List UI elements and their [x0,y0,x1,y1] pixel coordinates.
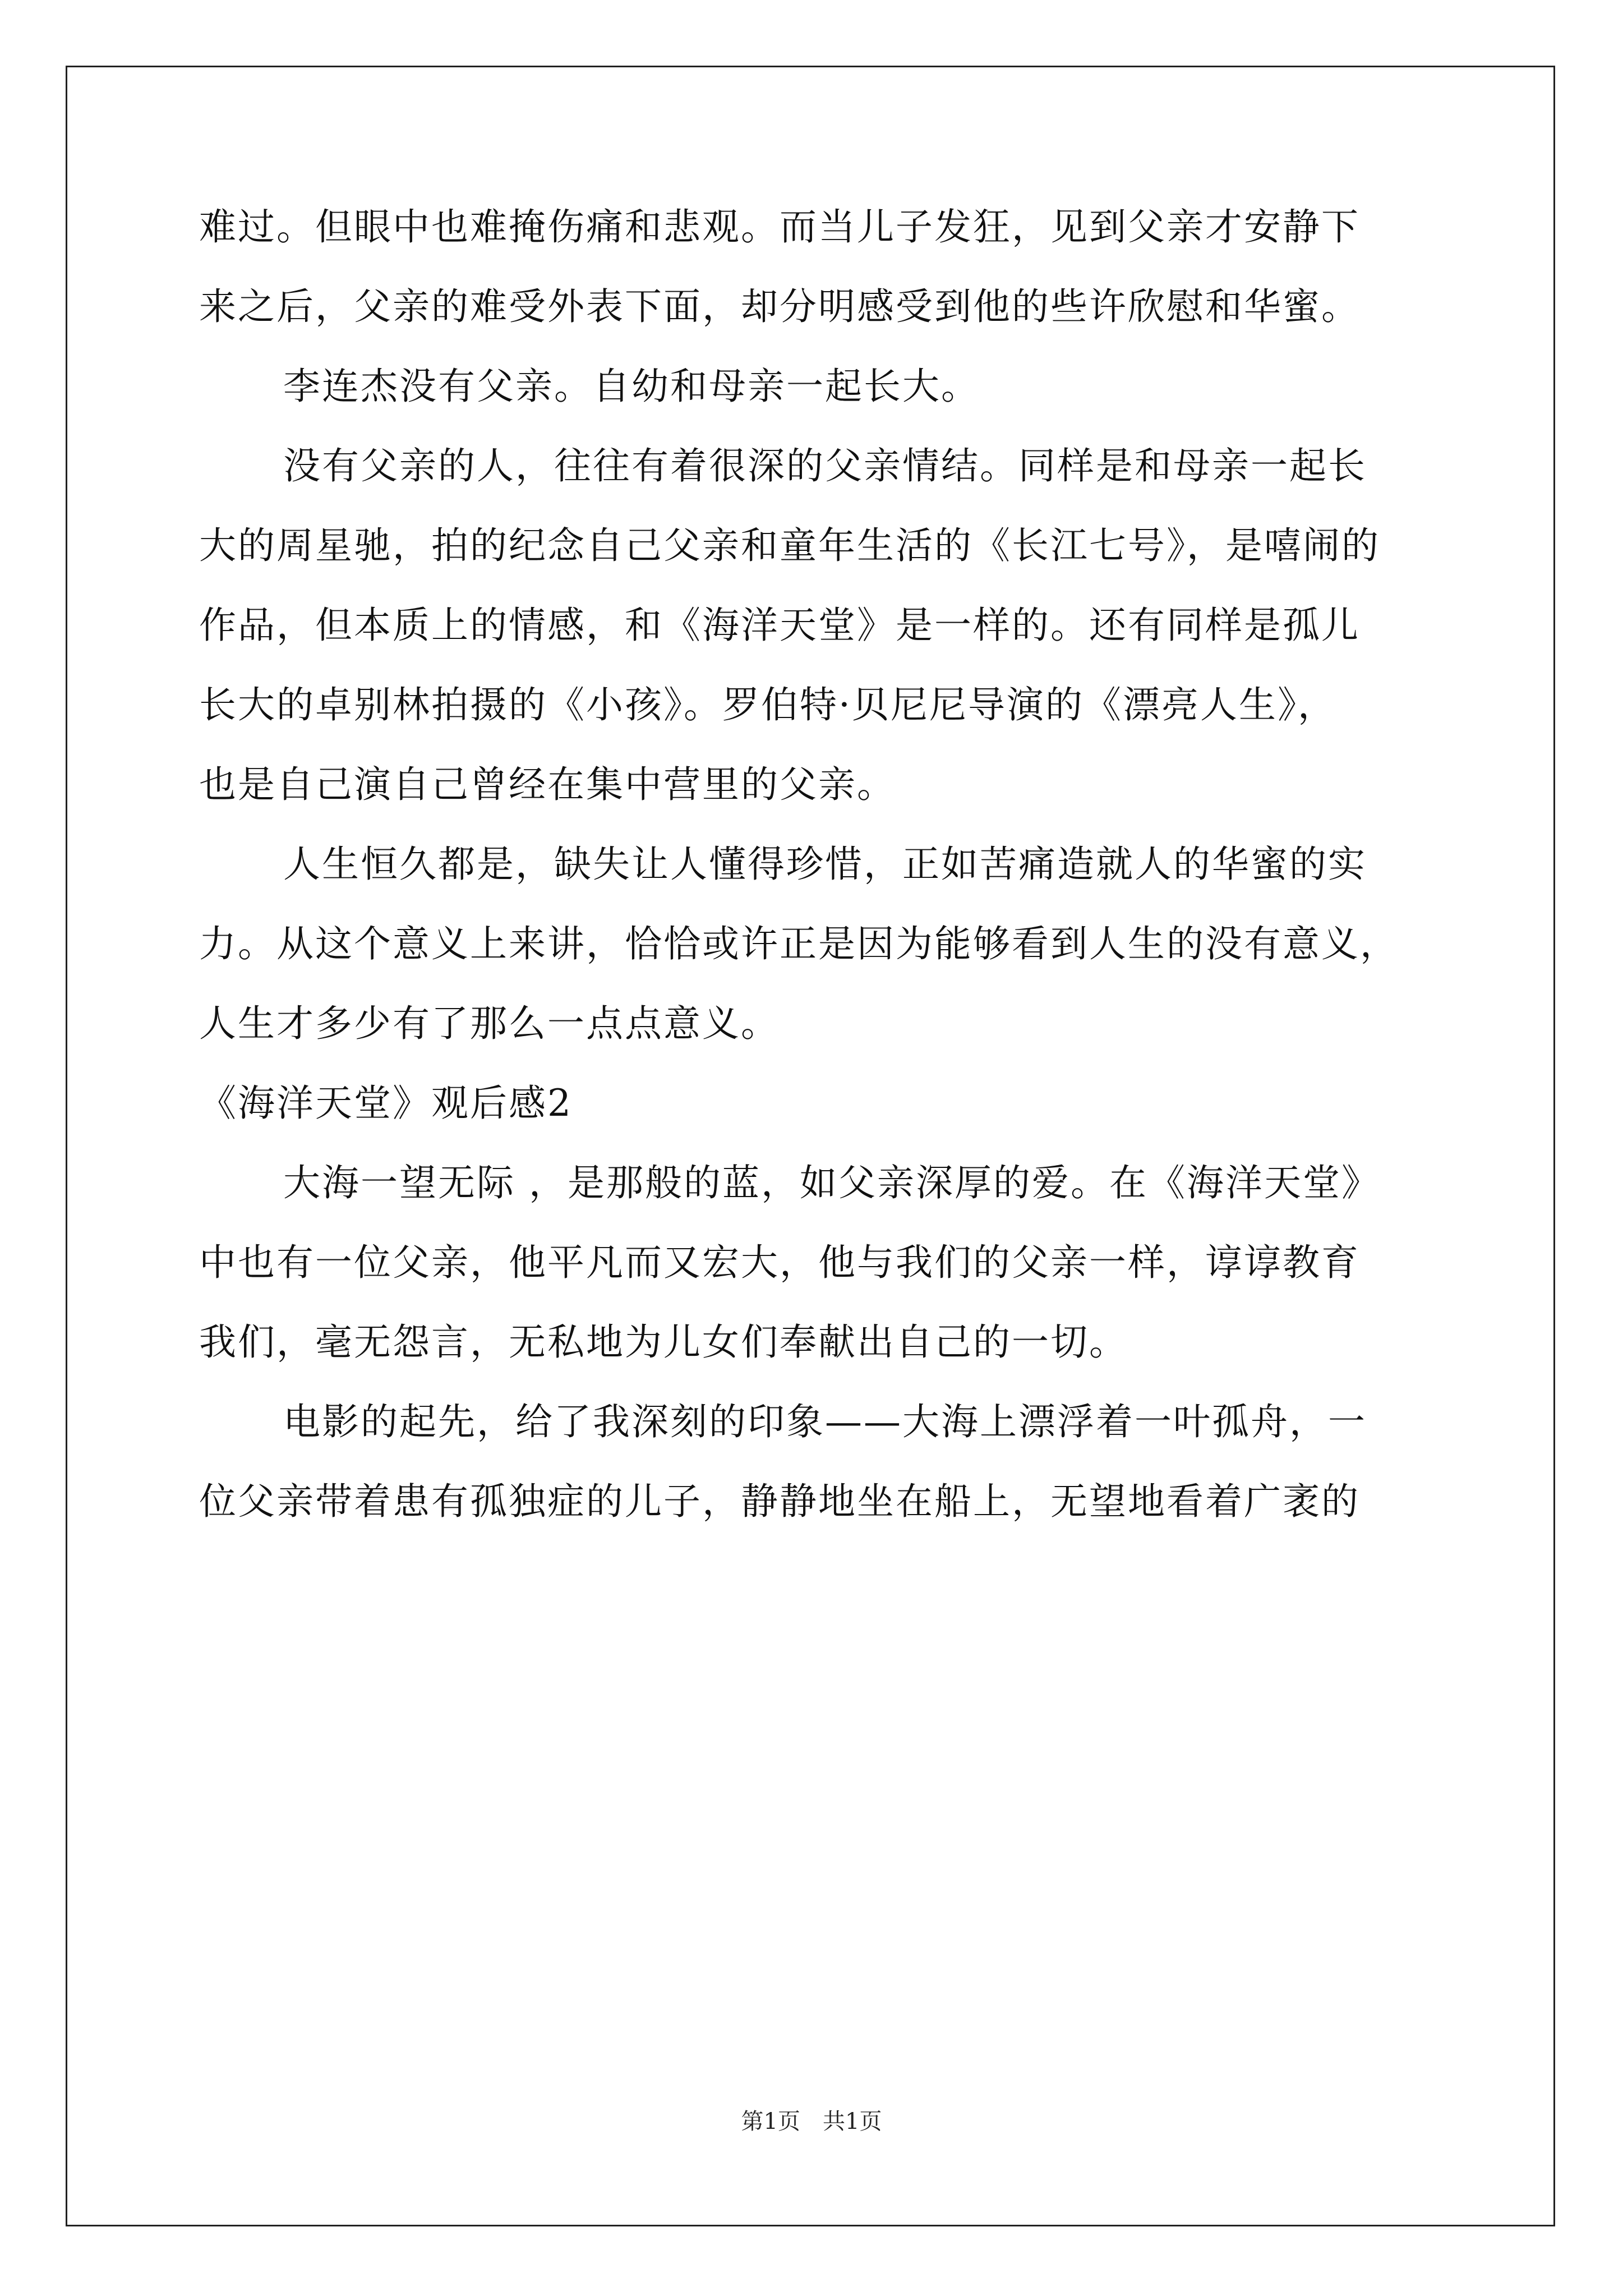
page-footer [0,2105,1623,2138]
text-line: 人生才多少有了那么一点点意义。 [199,1002,780,1045]
text-line: 也是自己演自己曾经在集中营里的父亲。 [199,763,896,806]
section-heading: 《海洋天堂》观后感2 [199,1082,573,1125]
text-line: 难过。但眼中也难掩伤痛和悲观。而当儿子发狂，见到父亲才安静下 [199,205,1360,249]
text-line: 位父亲带着患有孤独症的儿子，静静地坐在船上，无望地看着广袤的 [199,1480,1360,1523]
text-line: 长大的卓别林拍摄的《小孩》。罗伯特·贝尼尼导演的《漂亮人生》， [199,683,1336,726]
text-line: 没有父亲的人，往往有着很深的父亲情结。同样是和母亲一起长 [283,444,1367,487]
text-line: 中也有一位父亲，他平凡而又宏大，他与我们的父亲一样，谆谆教育 [199,1241,1360,1284]
page-number: 第1页 [741,2109,800,2134]
text-line: 人生恒久都是，缺失让人懂得珍惜，正如苦痛造就人的华蜜的实 [283,843,1367,886]
text-line: 来之后，父亲的难受外表下面，却分明感受到他的些许欣慰和华蜜。 [199,285,1360,328]
text-line: 力。从这个意义上来讲，恰恰或许正是因为能够看到人生的没有意义， [199,922,1399,965]
page-total: 共1页 [823,2109,882,2134]
text-line: 我们，毫无怨言，无私地为儿女们奉献出自己的一切。 [199,1320,1128,1364]
text-line: 李连杰没有父亲。自幼和母亲一起长大。 [283,365,980,408]
text-line: 电影的起先，给了我深刻的印象——大海上漂浮着一叶孤舟，一 [283,1400,1367,1443]
text-line: 大海一望无际 ，是那般的蓝，如父亲深厚的爱。在《海洋天堂》 [283,1161,1380,1204]
text-line: 大的周星驰，拍的纪念自己父亲和童年生活的《长江七号》，是嘻闹的 [199,524,1380,567]
text-line: 作品，但本质上的情感，和《海洋天堂》是一样的。还有同样是孤儿 [199,604,1360,647]
